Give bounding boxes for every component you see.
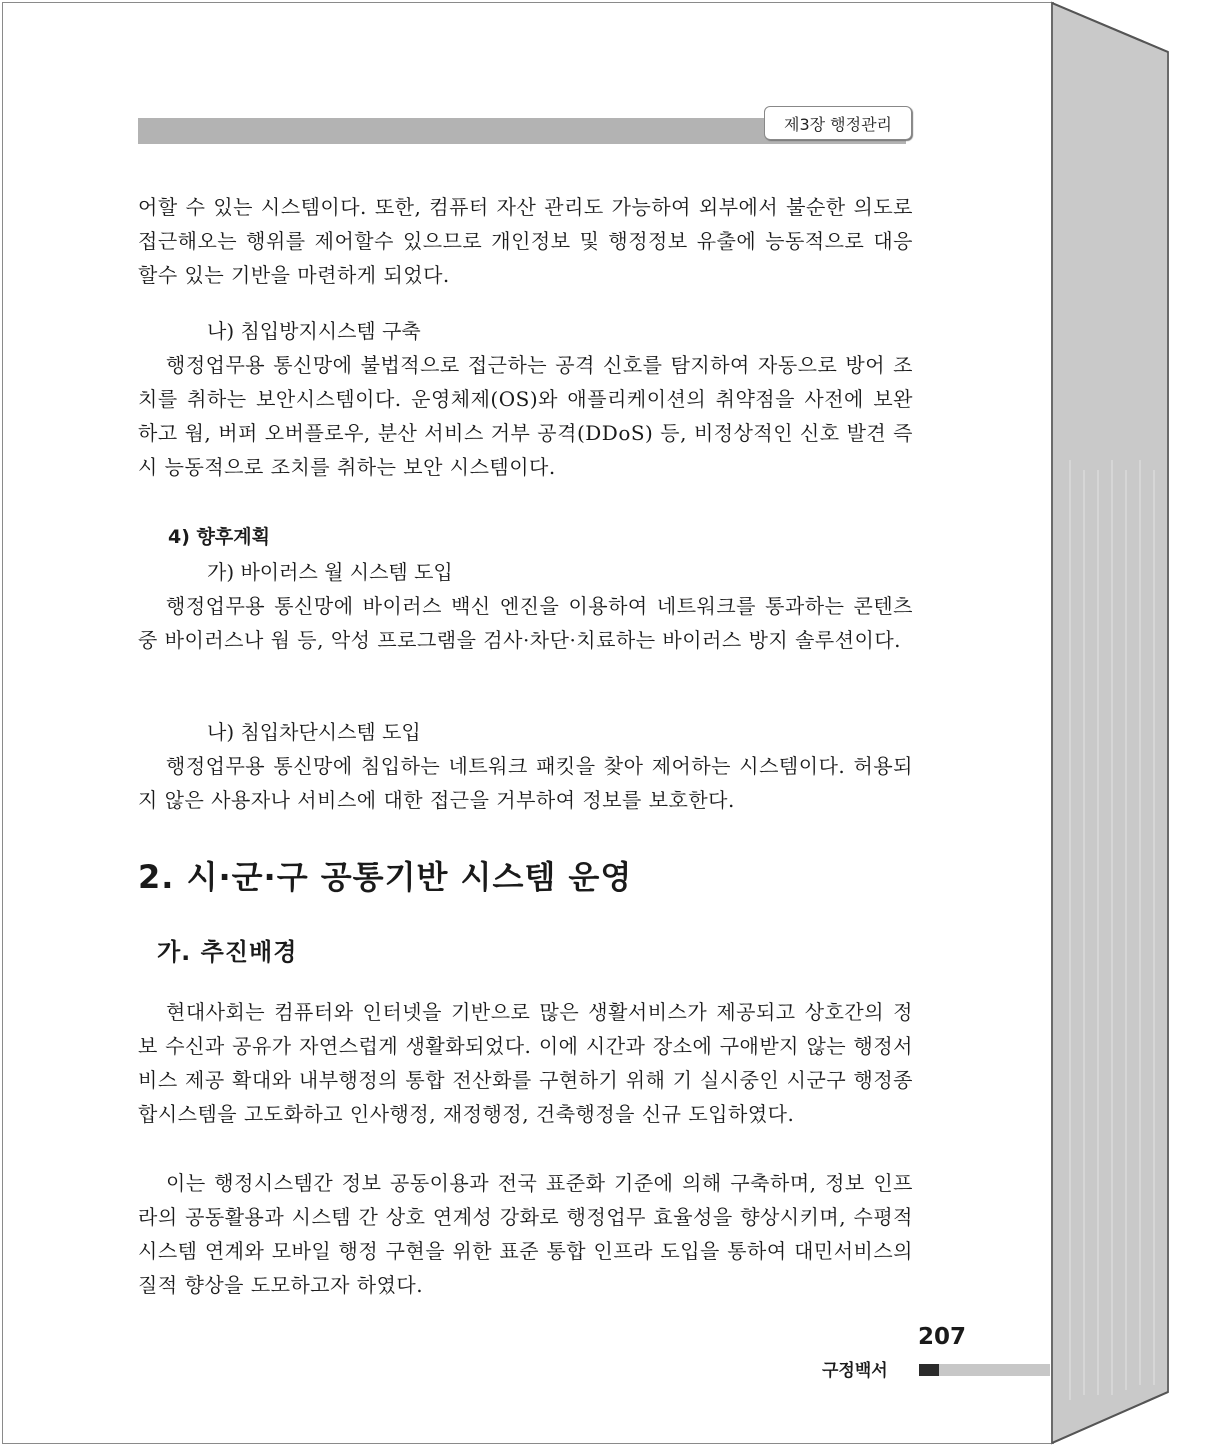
ids-paragraph: 행정업무용 통신망에 침입하는 네트워크 패킷을 찾아 제어하는 시스템이다. 허용되지 않은 사용자나 서비스에 대한 접근을 거부하여 정보를 보호한다. xyxy=(138,754,913,812)
background-paragraph-1: 현대사회는 컴퓨터와 인터넷을 기반으로 많은 생활서비스가 제공되고 상호간의 정보 수신과 공유가 자연스럽게 생활화되었다. 이에 시간과 장소에 구애받지 않는 행정서비스 제공 확대와 내부행정의 통합 전산화를 구현하기 위해 기 실시중인 시군구 행정종합시스템을 고도화하고 인사행정, 재정행정, 건축행정을 신규 도입하였다. xyxy=(138,1000,913,1126)
ids-heading: 나) 침입차단시스템 도입 xyxy=(207,720,421,744)
chapter-label: 제3장 행정관리 xyxy=(764,106,912,140)
book-title: 구정백서 xyxy=(822,1361,888,1381)
page-number: 207 xyxy=(918,1324,967,1350)
ips-paragraph: 행정업무용 통신망에 불법적으로 접근하는 공격 신호를 탐지하여 자동으로 방어 조치를 취하는 보안시스템이다. 운영체제(OS)와 애플리케이션의 취약점을 사전에 보완하고 웜, 버퍼 오버플로우, 분산 서비스 거부 공격(DDoS) 등, 비정상적인 신호 발견 즉시 능동적으로 조치를 취하는 보안 시스템이다. xyxy=(138,353,913,479)
footer-bar xyxy=(939,1364,1050,1376)
future-plan-heading: 4) 향후계획 xyxy=(168,526,270,548)
subsection-title: 가. 추진배경 xyxy=(157,938,298,966)
background-paragraph-2: 이는 행정시스템간 정보 공동이용과 전국 표준화 기준에 의해 구축하며, 정보 인프라의 공동활용과 시스템 간 상호 연계성 강화로 행정업무 효율성을 향상시키며, 수평적 시스템 연계와 모바일 행정 구현을 위한 표준 통합 인프라 도입을 통하여 대민서비스의 질적 향상을 도모하고자 하였다. xyxy=(138,1171,913,1297)
section-title: 2. 시·군·구 공통기반 시스템 운영 xyxy=(138,858,633,896)
page-stack-edge xyxy=(1050,0,1215,1446)
ips-heading: 나) 침입방지시스템 구축 xyxy=(207,319,421,343)
intro-paragraph: 어할 수 있는 시스템이다. 또한, 컴퓨터 자산 관리도 가능하여 외부에서 불순한 의도로 접근해오는 행위를 제어할수 있으므로 개인정보 및 행정정보 유출에 능동적으로 대응할수 있는 기반을 마련하게 되었다. xyxy=(138,195,913,287)
virus-wall-paragraph: 행정업무용 통신망에 바이러스 백신 엔진을 이용하여 네트워크를 통과하는 콘텐츠 중 바이러스나 웜 등, 악성 프로그램을 검사·차단·치료하는 바이러스 방지 솔루션이다. xyxy=(138,594,913,652)
footer-marker xyxy=(919,1364,939,1376)
virus-wall-heading: 가) 바이러스 월 시스템 도입 xyxy=(207,560,453,584)
